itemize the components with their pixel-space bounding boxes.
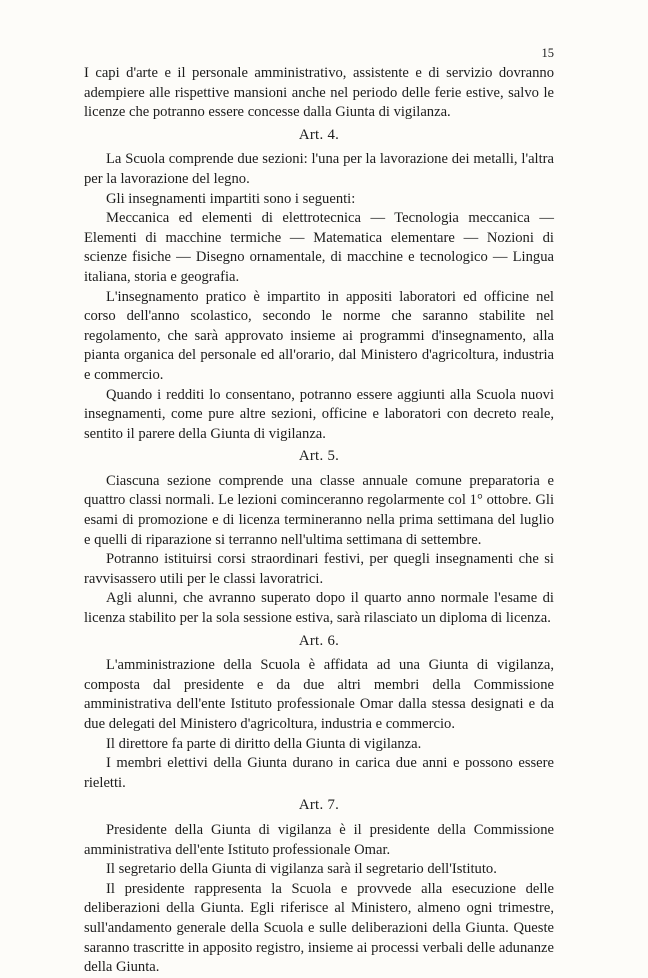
paragraph: Il presidente rappresenta la Scuola e provvede alla esecuzione delle deliberazioni della Giunta. Egli riferisce al Ministero, almeno ogni trimestre, sull'andamento generale della Scuola e sulle deliberazioni della Giunta. Queste saranno trascritte in apposito registro, insieme ai processi verbali delle adunanze della Giunta. bbox=[84, 880, 554, 976]
article-heading: Art. 4. bbox=[298, 126, 340, 143]
paragraph: Ciascuna sezione comprende una classe annuale comune preparatoria e quattro classi normali. Le lezioni cominceranno regolarmente col 1° ottobre. Gli esami di promozione e di licenza termineranno nella prima settimana del luglio e quelli di riparazione si terranno nell'ultima settimana di settembre. bbox=[84, 472, 554, 548]
paragraph: I capi d'arte e il personale amministrativo, assistente e di servizio dovranno adempiere alle rispettive mansioni anche nel periodo delle ferie estive, salvo le licenze che potranno essere concesse dalla Giunta di vigilanza. bbox=[84, 65, 554, 121]
paragraph: Quando i redditi lo consentano, potranno essere aggiunti alla Scuola nuovi insegnamenti, come pure altre sezioni, officine e laboratori con decreto reale, sentito il parere della Giunta di vigilanza. bbox=[84, 386, 554, 442]
paragraph: Agli alunni, che avranno superato dopo il quarto anno normale l'esame di licenza stabilito per la sola sessione estiva, sarà rilasciato un diploma di licenza. bbox=[84, 590, 554, 627]
paragraph: Potranno istituirsi corsi straordinari festivi, per quegli insegnamenti che si ravvisassero utili per le classi lavoratrici. bbox=[84, 551, 554, 587]
paragraph: Meccanica ed elementi di elettrotecnica — Tecnologia meccanica — Elementi di macchine termiche — Matematica elementare — Nozioni di scienze fisiche — Disegno ornamentale, di macchine e tecnologico — Lingua italiana, storia e geografia. bbox=[84, 210, 554, 285]
paragraph: L'insegnamento pratico è impartito in appositi laboratori ed officine nel corso dell'anno scolastico, secondo le norme che saranno stabilite nel regolamento, che sarà approvato insieme ai programmi d'insegnamento, alla pianta organica del personale ed all'orario, dal Ministero d'agricoltura, industria e commercio. bbox=[84, 288, 554, 383]
body-text bbox=[84, 64, 554, 978]
paragraph: Presidente della Giunta di vigilanza è il presidente della Commissione amministrativa dell'ente Istituto professionale Omar. bbox=[84, 821, 554, 858]
paragraph: L'amministrazione della Scuola è affidata ad una Giunta di vigilanza, composta dal presidente e da due altri membri della Commissione amministrativa dell'ente Istituto professionale Omar dalla stessa designati e da due delegati del Ministero d'agricoltura, industria e commercio. bbox=[84, 657, 554, 732]
paragraph: I membri elettivi della Giunta durano in carica due anni e possono essere rieletti. bbox=[84, 755, 554, 791]
paragraph: Gli insegnamenti impartiti sono i seguenti: bbox=[106, 190, 356, 207]
paragraph: La Scuola comprende due sezioni: l'una per la lavorazione dei metalli, l'altra per la lavorazione del legno. bbox=[84, 151, 554, 187]
paragraph: Il segretario della Giunta di vigilanza sarà il segretario dell'Istituto. bbox=[106, 861, 497, 878]
page-number: 15 bbox=[541, 46, 554, 60]
article-heading: Art. 7. bbox=[298, 797, 340, 814]
article-heading: Art. 5. bbox=[298, 448, 340, 465]
paragraph: Il direttore fa parte di diritto della Giunta di vigilanza. bbox=[106, 735, 422, 752]
article-heading: Art. 6. bbox=[298, 632, 340, 649]
